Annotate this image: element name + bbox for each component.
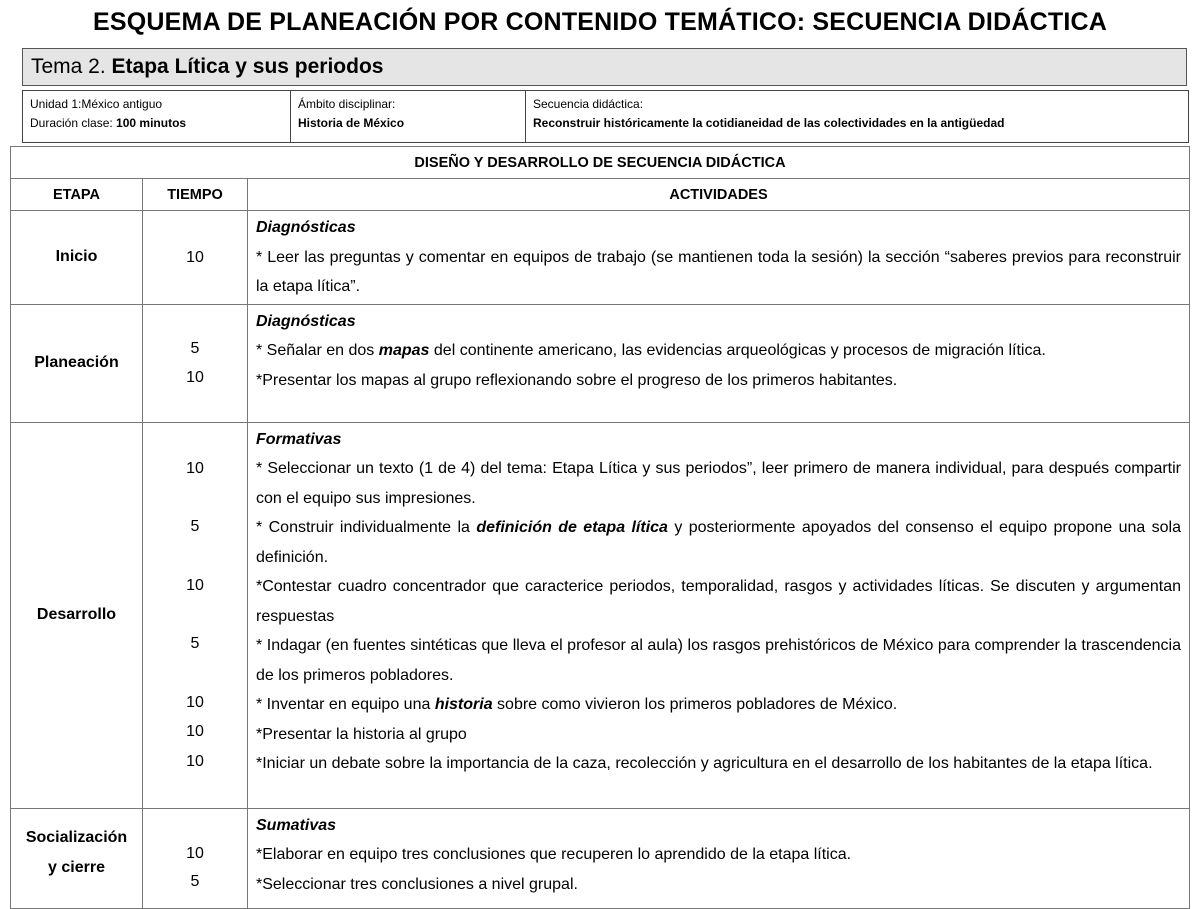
column-header-actividades: ACTIVIDADES — [248, 179, 1190, 211]
activity-item: * Inventar en equipo una historia sobre como vivieron los primeros pobladores de México. — [256, 696, 898, 713]
etapa-planeacion: Planeación — [11, 304, 143, 422]
activity-item: * Construir individualmente la definición de etapa lítica y posteriormente apoyados del consenso el equipo propone una sola definición. — [256, 519, 1182, 566]
section-label: Sumativas — [256, 816, 337, 834]
emphasis-mapas: mapas — [378, 342, 430, 359]
activity-item: * Indagar (en fuentes sintéticas que lleva el profesor al aula) los rasgos prehistóricos de México para comprender la trascendencia de los primeros pobladores. — [256, 637, 1181, 684]
ambito-label: Ámbito disciplinar: — [298, 97, 396, 111]
info-table — [22, 90, 1189, 143]
ambito-value: Historia de México — [298, 116, 405, 130]
etapa-cierre: Socialización y cierre — [11, 808, 143, 908]
tiempo-planeacion: 5 10 — [143, 304, 248, 422]
unidad-cell — [23, 91, 291, 143]
etapa-inicio: Inicio — [11, 211, 143, 305]
secuencia-cell — [526, 91, 1189, 143]
emphasis-historia: historia — [434, 696, 493, 713]
tema-name: Etapa Lítica y sus periodos — [111, 55, 384, 78]
column-header-tiempo: TIEMPO — [143, 179, 248, 211]
page-title: ESQUEMA DE PLANEACIÓN POR CONTENIDO TEMÁTICO: SECUENCIA DIDÁCTICA — [93, 8, 1107, 36]
etapa-desarrollo: Desarrollo — [11, 422, 143, 808]
actividades-inicio — [248, 211, 1190, 305]
actividades-cierre — [248, 808, 1190, 908]
actividades-desarrollo — [248, 422, 1190, 808]
activity-item: * Seleccionar un texto (1 de 4) del tema: Etapa Lítica y sus periodos”, leer primero de manera individual, para después compartir con el equipo sus impresiones. — [256, 460, 1181, 507]
activity-item: *Seleccionar tres conclusiones a nivel grupal. — [256, 875, 578, 893]
tiempo-inicio: 10 — [143, 211, 248, 305]
table-row — [11, 211, 1190, 305]
tiempo-cierre: 10 5 — [143, 808, 248, 908]
tema-prefix: Tema 2. — [31, 55, 112, 78]
secuencia-table — [10, 146, 1190, 909]
table-row — [11, 808, 1190, 908]
tiempo-desarrollo: 10 5 10 5 10 10 10 — [143, 422, 248, 808]
table-header: DISEÑO Y DESARROLLO DE SECUENCIA DIDÁCTICA — [11, 147, 1190, 179]
activity-item: *Presentar la historia al grupo — [256, 725, 467, 743]
activity-item: * Leer las preguntas y comentar en equipos de trabajo (se mantienen toda la sesión) la sección “saberes previos para reconstruir la etapa lítica”. — [256, 248, 1181, 295]
activity-item: *Contestar cuadro concentrador que caracterice periodos, temporalidad, rasgos y actividades líticas. Se discuten y argumentan respuestas — [256, 578, 1181, 625]
activity-item: * Señalar en dos mapas del continente americano, las evidencias arqueológicas y procesos de migración lítica. — [256, 342, 1046, 359]
section-label: Diagnósticas — [256, 312, 356, 330]
ambito-cell — [291, 91, 526, 143]
duracion-text: Duración clase: 100 minutos — [30, 116, 187, 130]
section-label: Formativas — [256, 430, 342, 448]
activity-item: *Presentar los mapas al grupo reflexionando sobre el progreso de los primeros habitantes. — [256, 371, 898, 389]
tema-bar — [22, 48, 1187, 86]
secuencia-value: Reconstruir históricamente la cotidianeidad de las colectividades en la antigüedad — [533, 116, 1005, 130]
unidad-text: Unidad 1:México antiguo — [30, 97, 163, 111]
activity-item: *Iniciar un debate sobre la importancia de la caza, recolección y agricultura en el desarrollo de los habitantes de la etapa lítica. — [256, 755, 1153, 772]
duracion-value: 100 minutos — [116, 116, 187, 130]
emphasis-definicion: definición de etapa lítica — [476, 519, 668, 536]
actividades-planeacion — [248, 304, 1190, 422]
section-label: Diagnósticas — [256, 219, 356, 236]
activity-item: *Elaborar en equipo tres conclusiones que recuperen lo aprendido de la etapa lítica. — [256, 846, 852, 863]
table-row — [11, 304, 1190, 422]
column-header-etapa: ETAPA — [11, 179, 143, 211]
secuencia-label: Secuencia didáctica: — [533, 97, 644, 111]
table-row — [11, 422, 1190, 808]
